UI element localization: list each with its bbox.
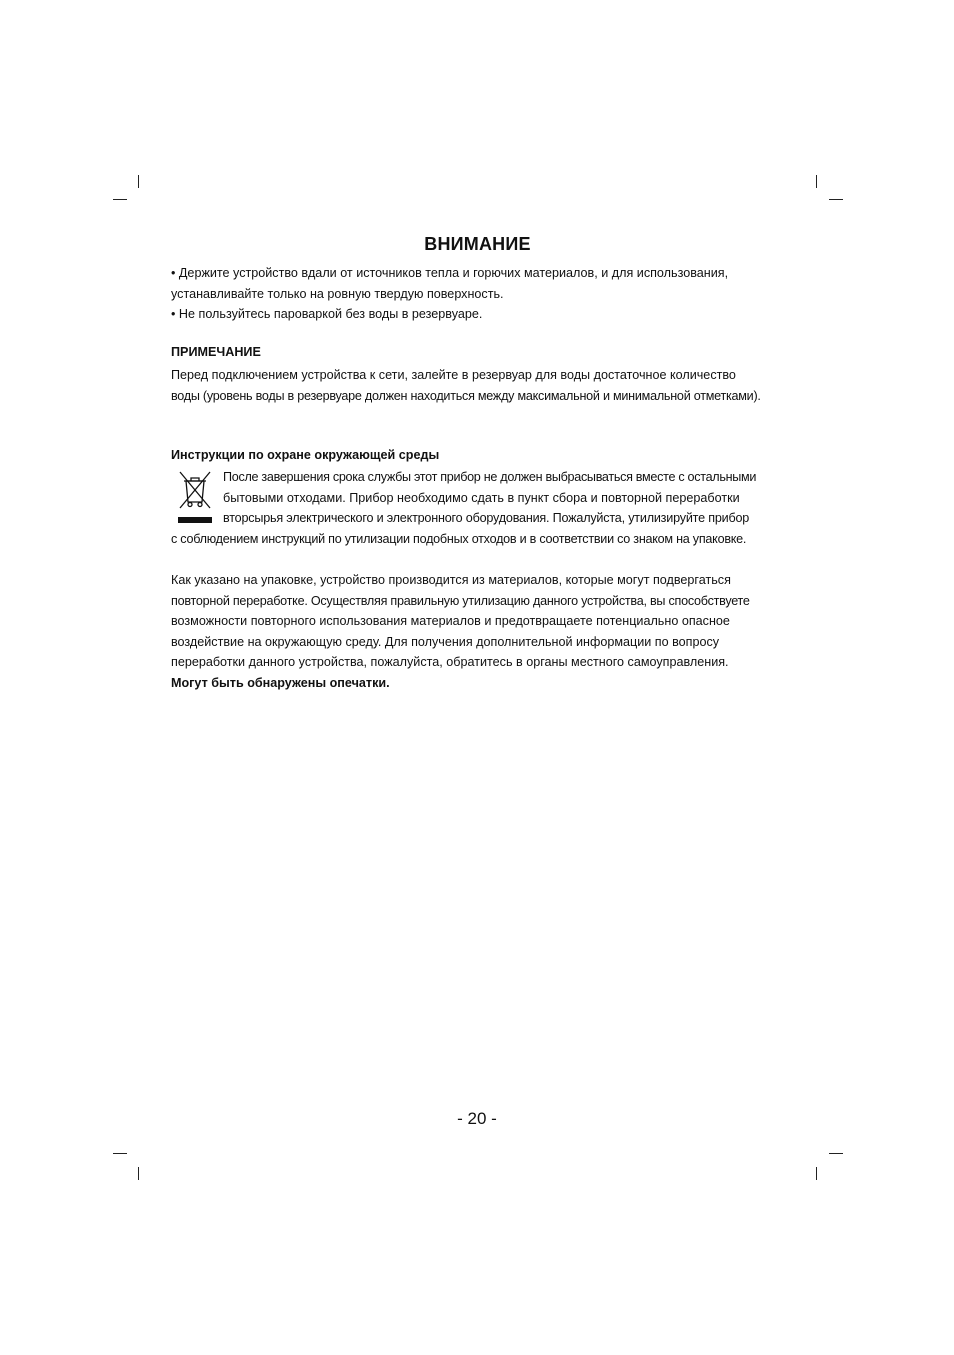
environment-text	[171, 467, 784, 549]
crop-mark-top-left-vertical	[138, 175, 139, 188]
note-line: воды (уровень воды в резервуаре должен находиться между максимальной и минимальной отметками).	[171, 388, 761, 403]
crop-mark-top-left-horizontal	[113, 199, 127, 200]
misprint-notice: Могут быть обнаружены опечатки.	[171, 675, 390, 690]
crop-mark-bottom-left-vertical	[138, 1167, 139, 1180]
environment-line: вторсырья электрического и электронного оборудования. Пожалуйста, утилизируйте прибор	[223, 511, 750, 525]
recycling-line: переработки данного устройства, пожалуйста, обратитесь в органы местного самоуправления.	[171, 655, 729, 669]
crop-mark-bottom-right-horizontal	[829, 1153, 843, 1154]
crop-mark-bottom-left-horizontal	[113, 1153, 127, 1154]
environment-line: После завершения срока службы этот прибор не должен выбрасываться вместе с остальными	[223, 470, 757, 484]
recycling-line: Как указано на упаковке, устройство производится из материалов, которые могут подвергаться	[171, 573, 731, 587]
attention-line: • Не пользуйтесь пароваркой без воды в резервуаре.	[171, 307, 483, 321]
attention-title: ВНИМАНИЕ	[424, 234, 531, 254]
crop-mark-top-right-horizontal	[829, 199, 843, 200]
attention-line: • Держите устройство вдали от источников тепла и горючих материалов, и для использования,	[171, 266, 729, 280]
note-heading: ПРИМЕЧАНИЕ	[171, 345, 261, 359]
crop-mark-top-right-vertical	[816, 175, 817, 188]
recycling-line: возможности повторного использования материалов и предотвращаете потенциально опасное	[171, 614, 730, 628]
attention-line: устанавливайте только на ровную твердую поверхность.	[171, 286, 504, 301]
environment-line: с соблюдением инструкций по утилизации подобных отходов и в соответствии со знаком на упаковке.	[171, 531, 747, 546]
note-text	[171, 365, 784, 406]
recycling-text	[171, 570, 784, 693]
recycling-line: воздействие на окружающую среду. Для получения дополнительной информации по вопросу	[171, 634, 720, 649]
environment-line: бытовыми отходами. Прибор необходимо сдать в пункт сбора и повторной переработки	[223, 490, 740, 505]
page-number: - 20 -	[457, 1109, 497, 1128]
recycling-line: повторной переработке. Осуществляя правильную утилизацию данного устройства, вы способствуете	[171, 593, 750, 608]
note-line: Перед подключением устройства к сети, залейте в резервуар для воды достаточное количество	[171, 368, 736, 382]
crop-mark-bottom-right-vertical	[816, 1167, 817, 1180]
environment-heading: Инструкции по охране окружающей среды	[171, 448, 440, 462]
attention-text	[171, 263, 784, 325]
